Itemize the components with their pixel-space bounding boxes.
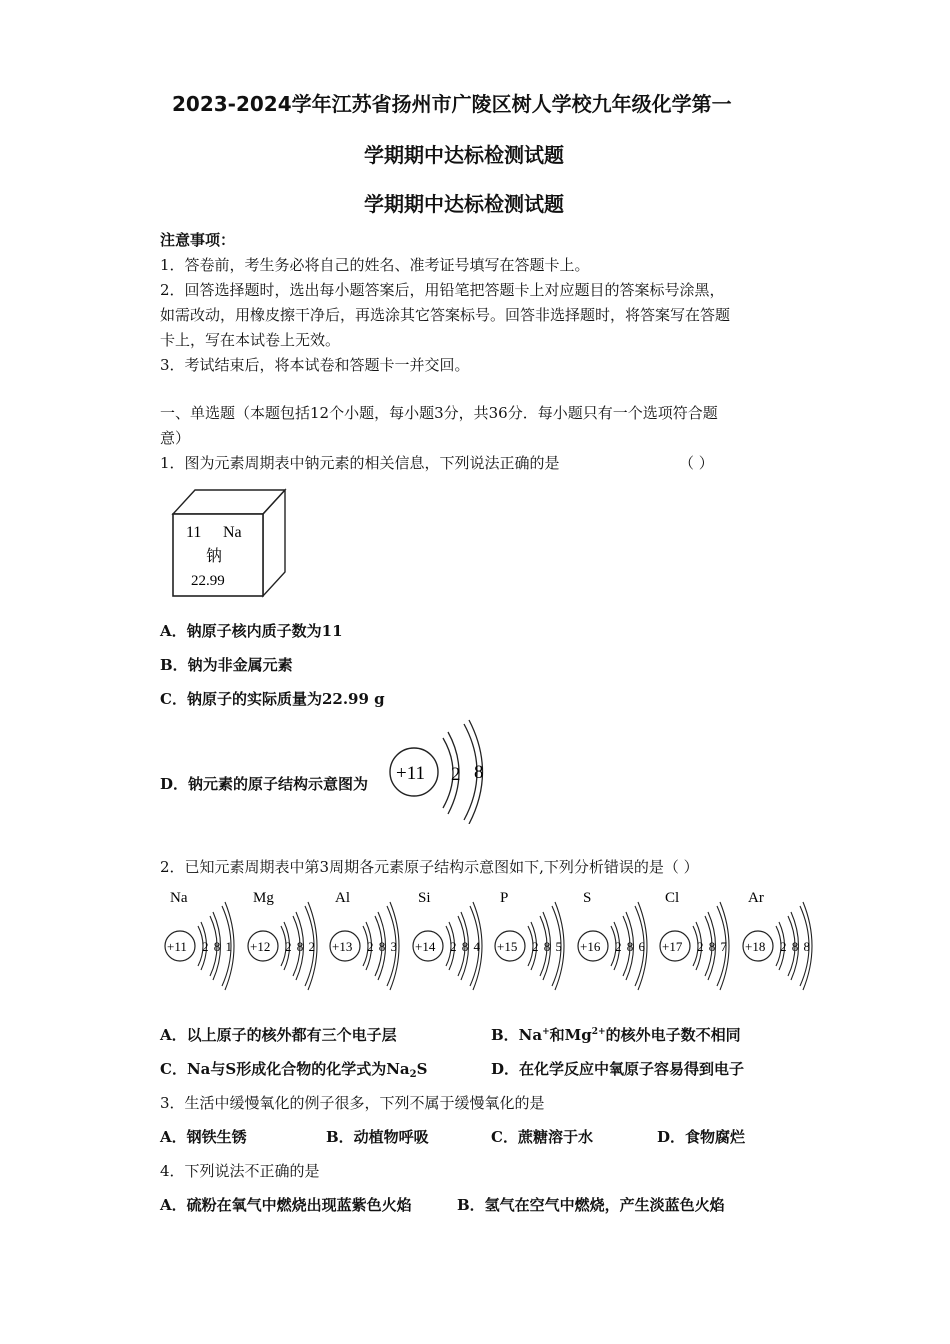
option-a: A．以上原子的核外都有三个电子层: [160, 1026, 397, 1044]
option-b: B．钠为非金属元素: [160, 656, 293, 674]
nucleus-charge: +12: [249, 939, 270, 954]
electron-counts: 2 8 8: [779, 939, 811, 954]
notice-item: 如需改动，用橡皮擦干净后，再选涂其它答案标号。回答非选择题时，将答案写在答题: [160, 306, 731, 324]
electron-counts: 2 8 1: [202, 939, 233, 954]
notice-heading: 注意事项：: [160, 231, 236, 249]
notice-item: 卡上，写在本试卷上无效。: [160, 331, 341, 349]
sodium-element-card: [165, 484, 290, 602]
option-c: C．钠原子的实际质量为22.99 g: [160, 690, 385, 708]
shell-1-electrons: 2: [451, 764, 461, 785]
nucleus-charge: +14: [414, 939, 435, 954]
card-top-face: [173, 490, 285, 514]
electron-counts: 2 8 3: [367, 939, 398, 954]
electron-counts: 2 8 7: [697, 939, 728, 954]
notice-item: 1．答卷前，考生务必将自己的姓名、准考证号填写在答题卡上。: [160, 256, 590, 274]
option-d: D．在化学反应中氧原子容易得到电子: [491, 1060, 745, 1078]
nucleus-charge: +11: [167, 939, 187, 954]
atom-diagram-al: [325, 886, 409, 998]
electron-counts: 2 8 6: [614, 939, 646, 954]
option-b: B．Na+和$Mg^{2+}$的核外电子数不相同: [491, 1026, 741, 1044]
question-1-stem: 1．图为元素周期表中钠元素的相关信息，下列说法正确的是: [160, 454, 560, 472]
element-symbol: P: [500, 890, 509, 906]
nucleus-charge: +13: [332, 939, 353, 954]
atom-diagram-na: [160, 886, 244, 998]
title-line-2: 学期期中达标检测试题: [364, 143, 564, 167]
sodium-atom-diagram: [388, 718, 498, 824]
element-symbol: Mg: [252, 890, 274, 906]
option-c: C．Na与S形成化合物的化学式为$Na_2S$: [160, 1060, 428, 1080]
nucleus-charge: +11: [396, 763, 426, 784]
nucleus-charge: +18: [744, 939, 765, 954]
atomic-number: 11: [186, 524, 202, 541]
option-a: A．硫粉在氧气中燃烧出现蓝紫色火焰: [160, 1196, 412, 1214]
answer-bracket: （ ）: [679, 454, 714, 472]
period-3-atom-diagrams: [160, 886, 820, 998]
notice-item: 3．考试结束后，将本试卷和答题卡一并交回。: [160, 356, 470, 374]
element-symbol: Si: [417, 890, 431, 906]
element-symbol: Cl: [665, 890, 680, 906]
question-2-stem: 2．已知元素周期表中第3周期各元素原子结构示意图如下,下列分析错误的是（ ）: [160, 858, 699, 876]
element-symbol: Al: [335, 890, 350, 906]
question-4-stem: 4．下列说法不正确的是: [160, 1162, 320, 1180]
card-side-face: [263, 490, 285, 596]
electron-counts: 2 8 2: [284, 939, 316, 954]
option-a: A．钢铁生锈: [160, 1128, 247, 1146]
option-b: B．氢气在空气中燃烧，产生淡蓝色火焰: [457, 1196, 725, 1214]
atom-diagram-p: [490, 886, 574, 998]
shell-2-electrons: 8: [474, 762, 484, 783]
option-b: B．动植物呼吸: [326, 1128, 429, 1146]
electron-counts: 2 8 4: [449, 939, 481, 954]
element-symbol: Na: [223, 524, 242, 541]
section-heading: 一、单选题（本题包括12个小题，每小题3分，共36分．每小题只有一个选项符合题: [160, 404, 718, 422]
title-line-3: 学期期中达标检测试题: [364, 192, 564, 216]
atomic-mass: 22.99: [191, 573, 225, 589]
atom-diagram-cl: [655, 886, 739, 998]
question-3-stem: 3．生活中缓慢氧化的例子很多，下列不属于缓慢氧化的是: [160, 1094, 545, 1112]
electron-counts: 2 8 5: [532, 939, 563, 954]
atom-diagram-mg: [243, 886, 327, 998]
nucleus-charge: +16: [579, 939, 600, 954]
element-symbol: S: [582, 890, 591, 906]
atom-diagram-si: [408, 886, 492, 998]
section-heading-cont: 意）: [160, 429, 191, 447]
nucleus-charge: +17: [662, 939, 683, 954]
option-d: D．钠元素的原子结构示意图为: [160, 775, 369, 793]
nucleus-charge: +15: [497, 939, 518, 954]
notice-item: 2．回答选择题时，选出每小题答案后，用铅笔把答题卡上对应题目的答案标号涂黑，: [160, 281, 725, 299]
atom-diagram-ar: [738, 886, 822, 998]
option-c: C．蔗糖溶于水: [491, 1128, 593, 1146]
option-d: D．食物腐烂: [657, 1128, 746, 1146]
element-name: 钠: [206, 548, 223, 565]
element-symbol: Ar: [747, 890, 764, 906]
option-a: A．钠原子核内质子数为11: [160, 622, 343, 640]
title-line-1: 2023-2024学年江苏省扬州市广陵区树人学校九年级化学第一: [172, 92, 732, 116]
atom-diagram-s: [573, 886, 657, 998]
element-symbol: Na: [170, 890, 188, 906]
